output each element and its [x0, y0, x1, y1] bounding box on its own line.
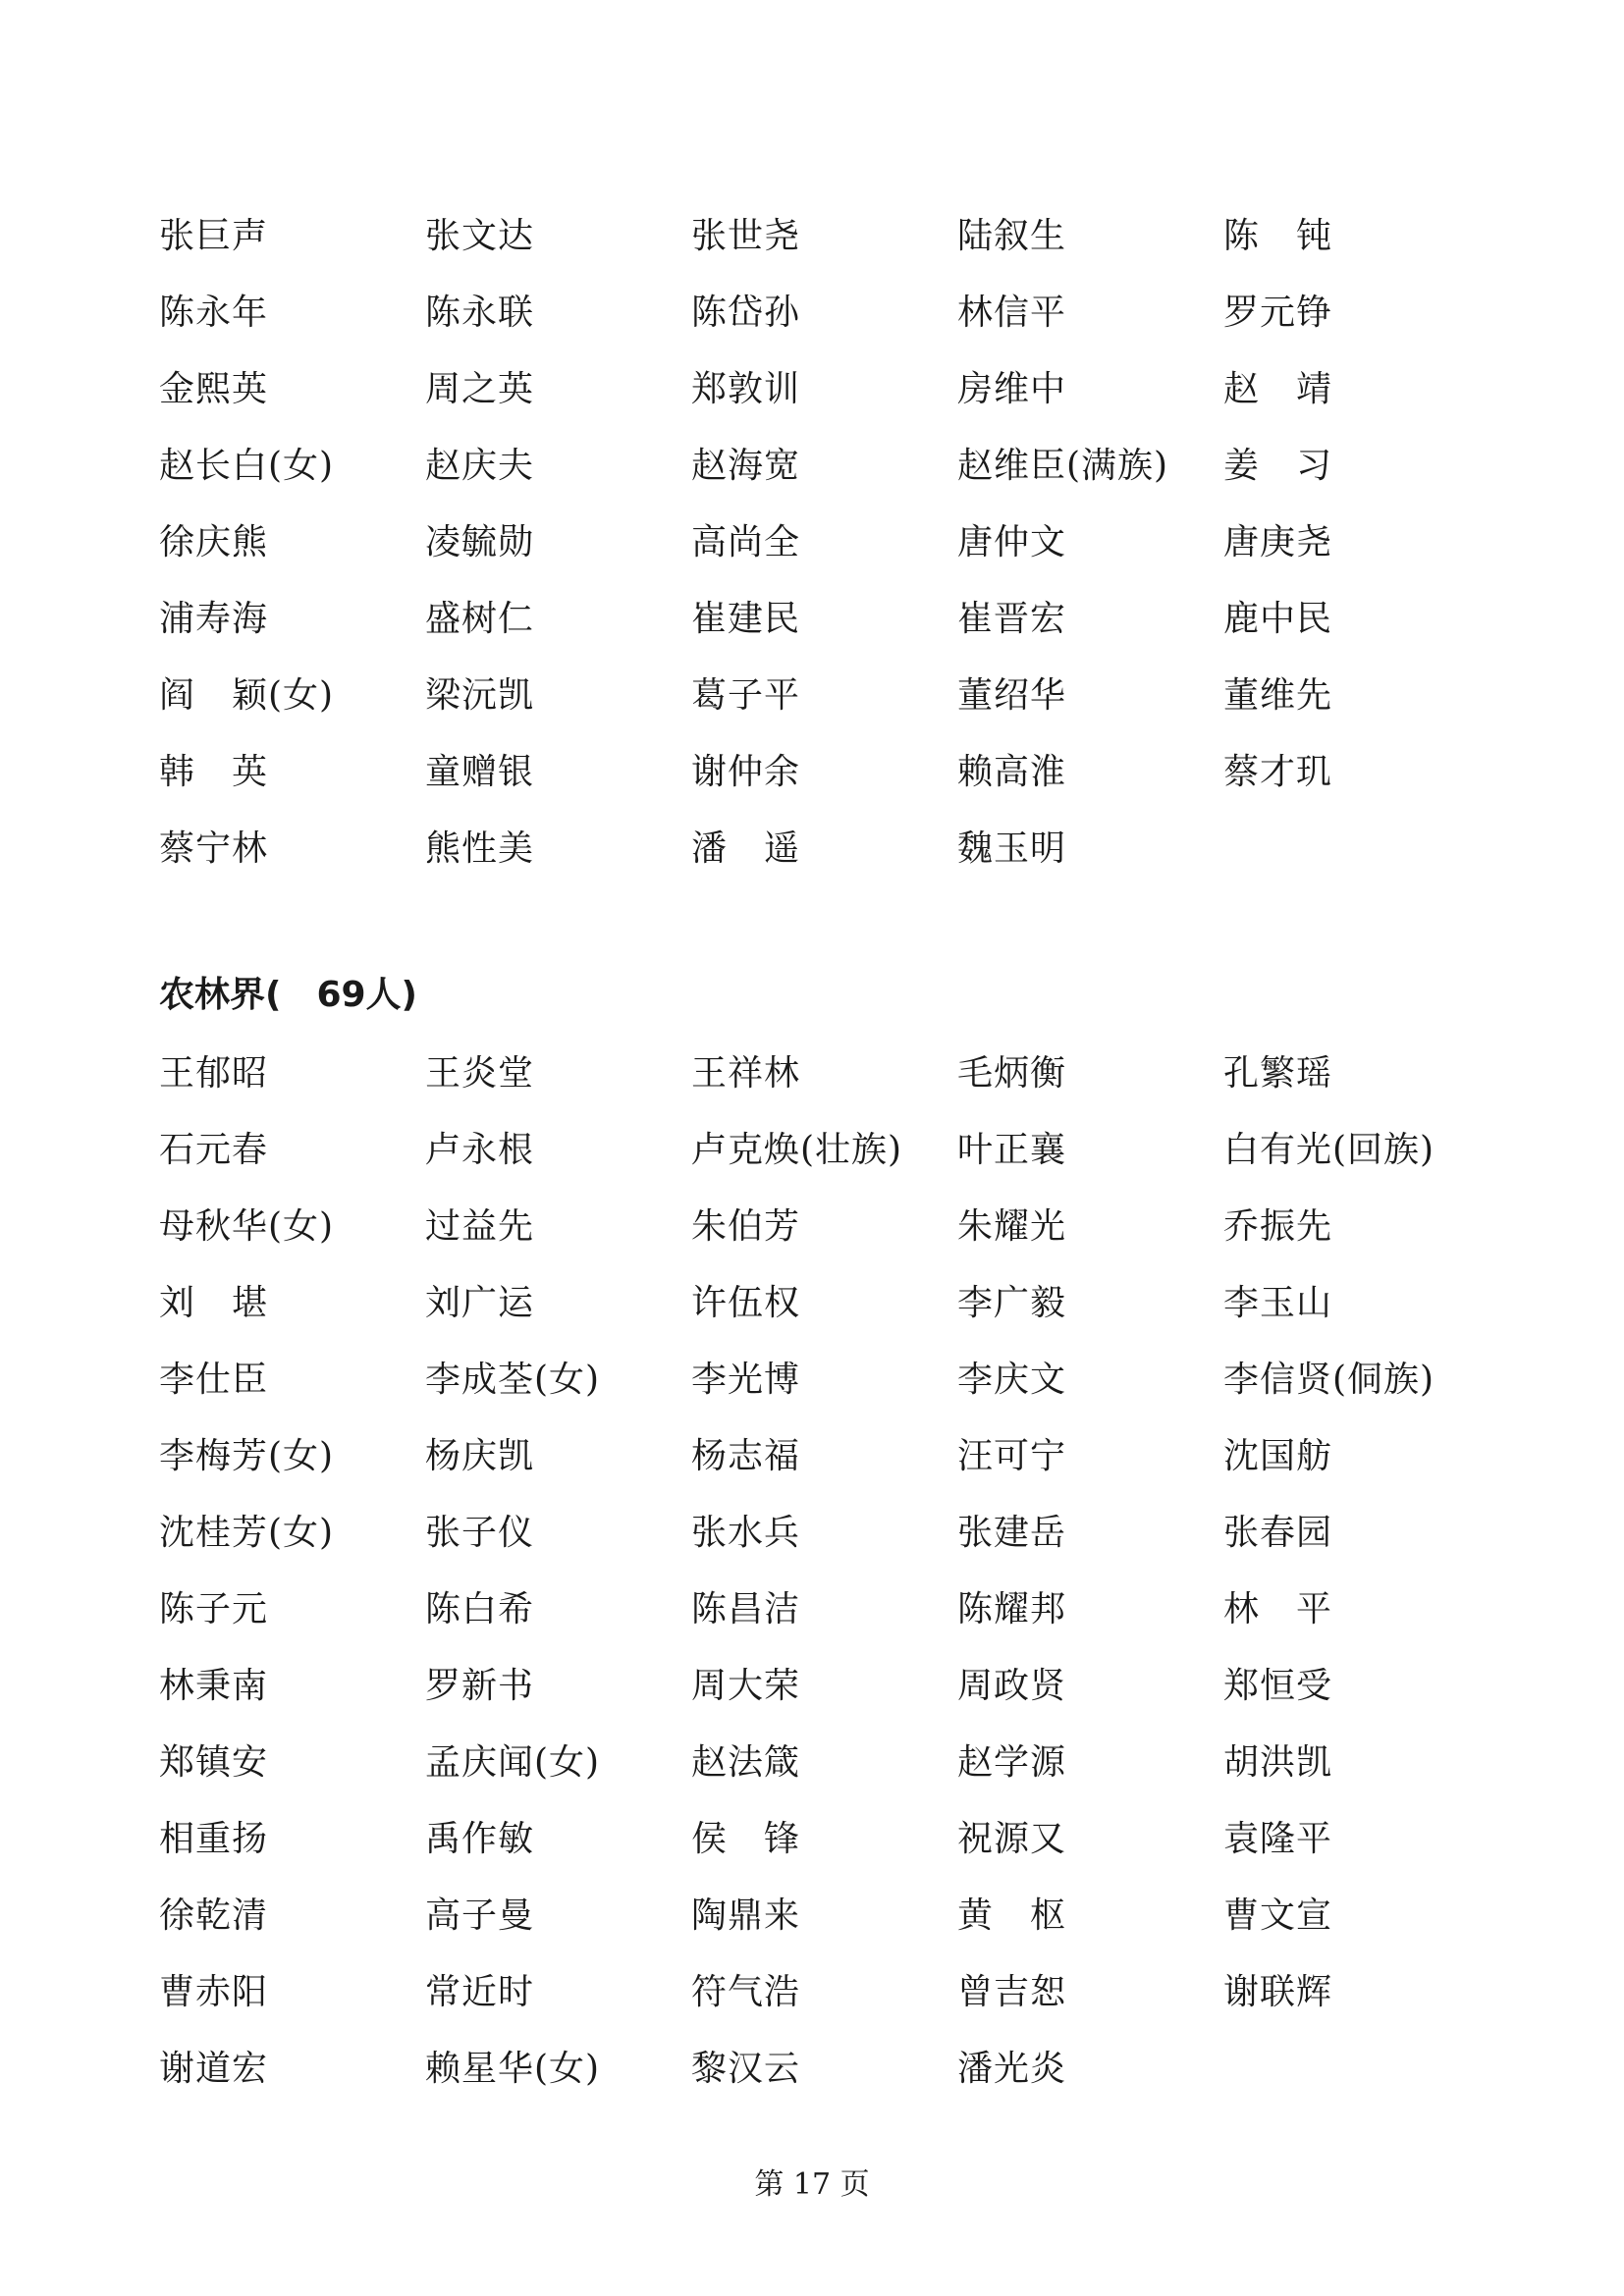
name-cell: 魏玉明: [957, 828, 1067, 869]
name-cell: 董绍华: [957, 675, 1067, 716]
name-cell: 李信贤(侗族): [1223, 1360, 1435, 1400]
name-cell: 凌毓勋: [425, 522, 535, 562]
name-row: [159, 1495, 1504, 1572]
name-cell: 陈耀邦: [957, 1589, 1067, 1629]
name-cell: 卢克焕(壮族): [691, 1130, 903, 1170]
name-cell: 陈 钝: [1223, 216, 1333, 256]
name-cell: 杨志福: [691, 1436, 801, 1476]
name-cell: 白有光(回族): [1223, 1130, 1435, 1170]
name-cell: 李梅芳(女): [159, 1436, 335, 1476]
name-cell: 唐庚尧: [1223, 522, 1333, 562]
name-cell: 常近时: [425, 1972, 535, 2012]
name-cell: 高子曼: [425, 1896, 535, 1936]
name-cell: 杨庆凯: [425, 1436, 535, 1476]
name-cell: 梁沅凯: [425, 675, 535, 716]
name-row: [159, 1342, 1504, 1418]
name-cell: 张巨声: [159, 216, 269, 256]
name-cell: 叶正襄: [957, 1130, 1067, 1170]
name-cell: 金熙英: [159, 369, 269, 409]
name-cell: 赵庆夫: [425, 446, 535, 486]
name-cell: 过益先: [425, 1206, 535, 1247]
name-cell: 崔晋宏: [957, 599, 1067, 639]
name-row: [159, 2031, 1504, 2108]
name-row: [159, 658, 1504, 734]
name-cell: 周政贤: [957, 1666, 1067, 1706]
name-row: [159, 811, 1504, 887]
name-cell: 曹文宣: [1223, 1896, 1333, 1936]
name-cell: 李广毅: [957, 1283, 1067, 1323]
name-cell: 高尚全: [691, 522, 801, 562]
name-cell: 符气浩: [691, 1972, 801, 2012]
name-cell: 韩 英: [159, 752, 269, 792]
name-cell: 谢联辉: [1223, 1972, 1333, 2012]
name-cell: 朱伯芳: [691, 1206, 801, 1247]
name-cell: 房维中: [957, 369, 1067, 409]
name-cell: 盛树仁: [425, 599, 535, 639]
name-cell: 曾吉恕: [957, 1972, 1067, 2012]
name-cell: 祝源又: [957, 1819, 1067, 1859]
name-cell: 陈岱孙: [691, 293, 801, 333]
name-cell: 徐乾清: [159, 1896, 269, 1936]
name-row: [159, 1801, 1504, 1878]
name-cell: 沈桂芳(女): [159, 1513, 335, 1553]
name-row: [159, 505, 1504, 581]
name-cell: 曹赤阳: [159, 1972, 269, 2012]
name-cell: 黄 枢: [957, 1896, 1067, 1936]
name-cell: 姜 习: [1223, 446, 1333, 486]
name-cell: 石元春: [159, 1130, 269, 1170]
name-cell: 林 平: [1223, 1589, 1333, 1629]
name-cell: 林信平: [957, 293, 1067, 333]
name-cell: 蔡宁林: [159, 828, 269, 869]
name-row: [159, 734, 1504, 811]
name-cell: 卢永根: [425, 1130, 535, 1170]
name-cell: 张春园: [1223, 1513, 1333, 1553]
name-cell: 阎 颖(女): [159, 675, 335, 716]
name-cell: 陈永联: [425, 293, 535, 333]
name-cell: 刘广运: [425, 1283, 535, 1323]
name-cell: 许伍权: [691, 1283, 801, 1323]
name-cell: 浦寿海: [159, 599, 269, 639]
name-cell: 刘 堪: [159, 1283, 269, 1323]
name-cell: 张建岳: [957, 1513, 1067, 1553]
name-cell: 王炎堂: [425, 1053, 535, 1094]
name-cell: 沈国舫: [1223, 1436, 1333, 1476]
name-cell: 潘光炎: [957, 2049, 1067, 2089]
name-cell: 陈白希: [425, 1589, 535, 1629]
name-cell: 陶鼎来: [691, 1896, 801, 1936]
name-cell: 童赠银: [425, 752, 535, 792]
name-row: [159, 275, 1504, 351]
name-row: [159, 1189, 1504, 1265]
name-cell: 赖星华(女): [425, 2049, 601, 2089]
name-list-top: [159, 198, 1504, 887]
name-cell: 李光博: [691, 1360, 801, 1400]
name-cell: 黎汉云: [691, 2049, 801, 2089]
name-cell: 禹作敏: [425, 1819, 535, 1859]
name-row: [159, 1878, 1504, 1954]
name-cell: 相重扬: [159, 1819, 269, 1859]
name-row: [159, 1572, 1504, 1648]
name-row: [159, 1418, 1504, 1495]
name-cell: 郑镇安: [159, 1742, 269, 1783]
name-cell: 熊性美: [425, 828, 535, 869]
name-cell: 袁隆平: [1223, 1819, 1333, 1859]
name-cell: 张水兵: [691, 1513, 801, 1553]
name-cell: 鹿中民: [1223, 599, 1333, 639]
name-cell: 侯 锋: [691, 1819, 801, 1859]
page-number: 第 17 页: [754, 2167, 870, 2202]
name-cell: 赵海宽: [691, 446, 801, 486]
name-row: [159, 1648, 1504, 1725]
name-cell: 赵维臣(满族): [957, 446, 1169, 486]
name-cell: 李庆文: [957, 1360, 1067, 1400]
name-row: [159, 351, 1504, 428]
name-cell: 赵学源: [957, 1742, 1067, 1783]
name-row: [159, 581, 1504, 658]
name-cell: 朱耀光: [957, 1206, 1067, 1247]
name-cell: 张文达: [425, 216, 535, 256]
name-cell: 赵 靖: [1223, 369, 1333, 409]
name-cell: 胡洪凯: [1223, 1742, 1333, 1783]
name-cell: 母秋华(女): [159, 1206, 335, 1247]
name-cell: 潘 遥: [691, 828, 801, 869]
name-cell: 赵长白(女): [159, 446, 335, 486]
name-cell: 李仕臣: [159, 1360, 269, 1400]
name-cell: 陈昌洁: [691, 1589, 801, 1629]
name-cell: 罗元铮: [1223, 293, 1333, 333]
name-cell: 陈永年: [159, 293, 269, 333]
name-cell: 唐仲文: [957, 522, 1067, 562]
name-cell: 葛子平: [691, 675, 801, 716]
name-cell: 罗新书: [425, 1666, 535, 1706]
name-row: [159, 1954, 1504, 2031]
name-cell: 周大荣: [691, 1666, 801, 1706]
name-row: [159, 198, 1504, 275]
name-row: [159, 1265, 1504, 1342]
name-cell: 蔡才玑: [1223, 752, 1333, 792]
name-cell: 赖高淮: [957, 752, 1067, 792]
name-cell: 孔繁瑶: [1223, 1053, 1333, 1094]
section-heading: 农林界( 69人): [159, 975, 418, 1015]
name-cell: 王祥林: [691, 1053, 801, 1094]
name-list-agriculture-forestry: [159, 1036, 1504, 2108]
name-cell: 张世尧: [691, 216, 801, 256]
name-cell: 董维先: [1223, 675, 1333, 716]
name-cell: 周之英: [425, 369, 535, 409]
name-cell: 赵法箴: [691, 1742, 801, 1783]
name-cell: 谢仲余: [691, 752, 801, 792]
name-cell: 李成荃(女): [425, 1360, 601, 1400]
name-cell: 林秉南: [159, 1666, 269, 1706]
name-cell: 孟庆闻(女): [425, 1742, 601, 1783]
name-cell: 李玉山: [1223, 1283, 1333, 1323]
name-cell: 陈子元: [159, 1589, 269, 1629]
name-cell: 汪可宁: [957, 1436, 1067, 1476]
name-cell: 张子仪: [425, 1513, 535, 1553]
name-row: [159, 1112, 1504, 1189]
name-cell: 崔建民: [691, 599, 801, 639]
name-cell: 毛炳衡: [957, 1053, 1067, 1094]
name-cell: 郑敦训: [691, 369, 801, 409]
name-row: [159, 428, 1504, 505]
name-row: [159, 1725, 1504, 1801]
name-cell: 王郁昭: [159, 1053, 269, 1094]
name-cell: 乔振先: [1223, 1206, 1333, 1247]
name-cell: 陆叙生: [957, 216, 1067, 256]
name-cell: 徐庆熊: [159, 522, 269, 562]
name-cell: 谢道宏: [159, 2049, 269, 2089]
name-cell: 郑恒受: [1223, 1666, 1333, 1706]
name-row: [159, 1036, 1504, 1112]
